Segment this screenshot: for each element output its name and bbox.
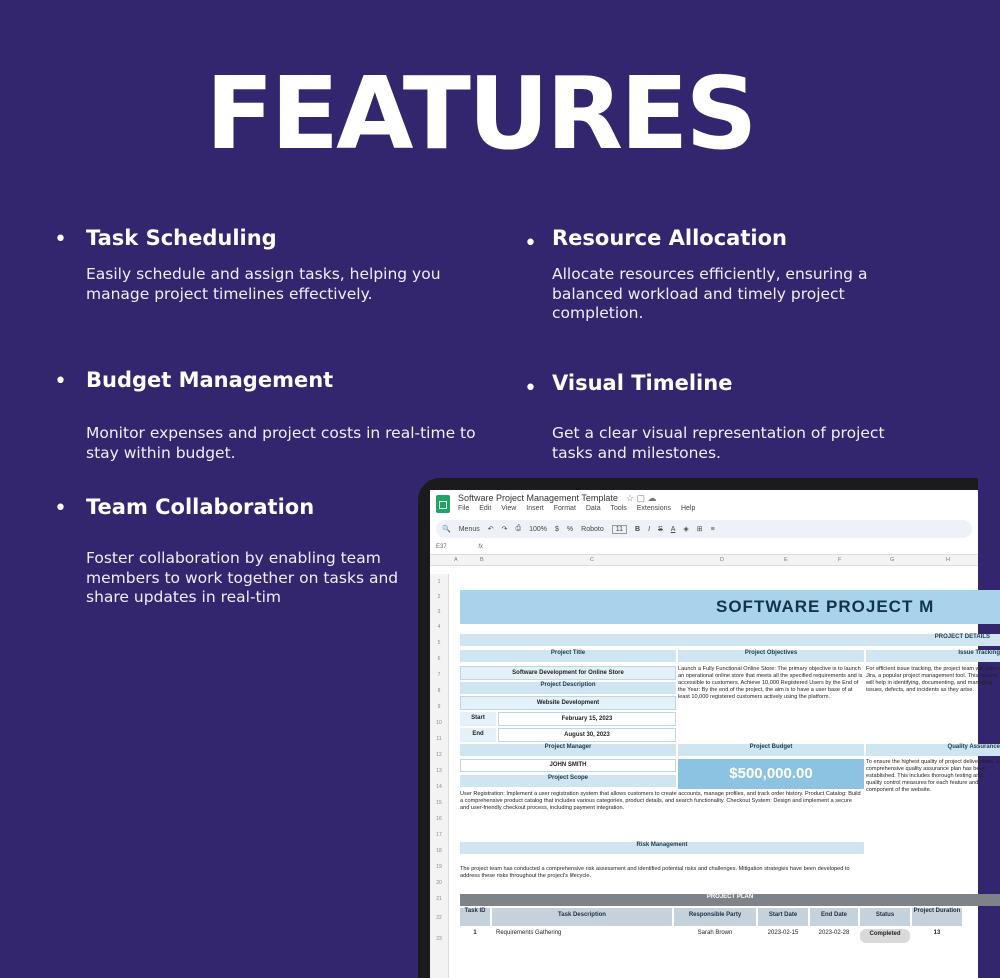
qa-text[interactable]: To ensure the highest quality of project deliverables, a comprehensive quality assurance plan has been established. This includes thorough testing and quality control measures for each feature and component of the website. — [866, 759, 1000, 793]
feature-budget-management — [54, 367, 486, 463]
row-number[interactable]: 20 — [436, 880, 442, 886]
formula-bar[interactable] — [430, 540, 978, 555]
feature-task-scheduling — [54, 225, 486, 304]
row-number[interactable]: 17 — [436, 832, 442, 838]
issue-text[interactable]: For efficient issue tracking, the project team will utilize Jira, a popular project management tool. This system will help in identifying, documenting, and managing issues, defects, and incidents as they arise. — [866, 666, 1000, 693]
doc-header — [430, 490, 978, 518]
objectives-text[interactable]: Launch a Fully Functional Online Store: The primary objective is to launch an operational online store that meets all the specified requirements and is accessible to customers. Achieve 10,000 Registered Users by the End of the Year: By the end of the project, the aim is to have a user base of at least 10,000 registered customers actively using the platform. — [678, 666, 863, 700]
bullet-icon: • — [54, 227, 67, 252]
menu-view[interactable]: View — [501, 505, 517, 512]
row-number[interactable]: 14 — [436, 784, 442, 790]
text-color-icon[interactable]: A — [670, 525, 676, 533]
end-value[interactable]: August 30, 2023 — [498, 728, 676, 742]
row-number[interactable]: 21 — [436, 896, 442, 902]
cell-reference[interactable]: E37 — [436, 544, 447, 550]
plan-col-duration[interactable]: Project Duration — [912, 908, 962, 926]
bullet-icon: • — [54, 369, 67, 394]
row-number[interactable]: 19 — [436, 864, 442, 870]
row-number[interactable]: 9 — [437, 704, 441, 710]
risk-text[interactable]: The project team has conducted a comprehensive risk assessment and identified potential risks and challenges. Mitigation strategies have been developed to address these risks throughout the project's lifecycle. — [460, 866, 850, 879]
start-value[interactable]: February 15, 2023 — [498, 712, 676, 726]
plan-row-responsible-party[interactable]: Sarah Brown — [697, 930, 733, 936]
feature-title: Budget Management — [86, 368, 334, 392]
column-header[interactable]: G — [890, 557, 895, 563]
project-description-value[interactable]: Website Development — [460, 696, 676, 710]
feature-description: Easily schedule and assign tasks, helping you manage project timelines effectively. — [86, 265, 441, 303]
plan-col-start-date[interactable]: Start Date — [758, 908, 808, 926]
menu-format[interactable]: Format — [553, 505, 576, 512]
row-number[interactable]: 10 — [436, 720, 442, 726]
menu-help[interactable]: Help — [680, 505, 696, 512]
tablet-device — [418, 478, 1000, 978]
star-icon[interactable]: ☆ ▢ ☁ — [625, 493, 657, 503]
zoom-select[interactable]: 100% — [529, 525, 547, 533]
feature-resource-allocation — [524, 225, 932, 324]
undo-icon[interactable]: ↶ — [487, 526, 494, 533]
row-number[interactable]: 4 — [437, 624, 441, 630]
row-number[interactable]: 11 — [436, 736, 442, 742]
plan-row-task-description[interactable]: Requirements Gathering — [496, 930, 562, 936]
plan-row-duration[interactable]: 13 — [933, 930, 941, 936]
end-label[interactable]: End — [460, 728, 496, 742]
bullet-icon: • — [54, 496, 67, 521]
row-number[interactable]: 16 — [436, 816, 442, 822]
column-header[interactable]: F — [838, 557, 842, 563]
align-icon[interactable]: ≡ — [710, 525, 715, 533]
project-description-label[interactable]: Project Description — [460, 682, 676, 694]
menu-edit[interactable]: Edit — [479, 505, 492, 512]
sheet-grid — [460, 590, 1000, 978]
print-icon[interactable]: ⎙ — [515, 525, 522, 532]
search-icon[interactable]: 🔍 — [442, 526, 451, 533]
font-select[interactable]: Roboto — [581, 525, 604, 533]
spreadsheet-screen — [430, 490, 1000, 978]
qa-label[interactable]: Quality Assurance — [866, 744, 1000, 756]
column-header[interactable]: B — [480, 557, 484, 563]
plan-col-task-id[interactable]: Task ID — [460, 908, 490, 926]
borders-icon[interactable]: ⊞ — [696, 526, 703, 533]
bullet-icon: • — [524, 231, 537, 256]
scope-text[interactable]: User Registration: Implement a user registration system that allows customers to create accounts, manage profiles, and track order history. Product Catalog: Build a comprehensive product catalog that includes various categories, product details, and search functionality. Checkout System: Design and implement a secure and user-friendly checkout process, including payment integration. — [460, 791, 861, 811]
feature-description: Allocate resources efficiently, ensuring a balanced workload and timely project completion. — [552, 265, 868, 322]
font-size-input[interactable]: 11 — [612, 525, 627, 534]
plan-row-end-date[interactable]: 2023-02-28 — [818, 930, 850, 936]
manager-value[interactable]: JOHN SMITH — [460, 759, 676, 772]
sheet-banner[interactable]: SOFTWARE PROJECT M — [460, 590, 1000, 624]
plan-col-task-description[interactable]: Task Description — [492, 908, 672, 926]
row-number[interactable]: 22 — [436, 915, 442, 921]
fx-icon: fx — [478, 544, 484, 550]
row-number[interactable]: 2 — [437, 594, 441, 600]
project-title-value[interactable]: Software Development for Online Store — [460, 666, 676, 680]
feature-description: Get a clear visual representation of project tasks and milestones. — [552, 424, 885, 462]
bullet-icon: • — [524, 376, 537, 401]
manager-label[interactable]: Project Manager — [460, 744, 676, 756]
feature-title: Task Scheduling — [86, 226, 277, 250]
row-number[interactable]: 1 — [437, 579, 441, 585]
row-number[interactable]: 6 — [437, 656, 441, 662]
toolbar — [436, 520, 972, 538]
menu-extensions[interactable]: Extensions — [636, 505, 672, 512]
feature-title: Visual Timeline — [552, 371, 733, 395]
strikethrough-icon[interactable]: S — [658, 525, 663, 533]
plan-col-status[interactable]: Status — [860, 908, 910, 926]
plan-row-task-id[interactable]: 1 — [473, 930, 477, 936]
bold-icon[interactable]: B — [635, 525, 641, 533]
row-number[interactable]: 12 — [436, 752, 442, 758]
plan-header[interactable]: PROJECT PLAN — [460, 894, 1000, 906]
column-header[interactable]: E — [784, 557, 788, 563]
plan-row-start-date[interactable]: 2023-02-15 — [767, 930, 799, 936]
currency-icon[interactable]: $ — [555, 525, 559, 533]
feature-title: Resource Allocation — [552, 226, 787, 250]
row-number[interactable]: 15 — [436, 800, 442, 806]
column-header[interactable]: H — [946, 557, 950, 563]
column-headers — [430, 555, 978, 566]
project-details-header[interactable]: PROJECT DETAILS — [460, 634, 1000, 646]
search-menus[interactable]: Menus — [458, 525, 480, 533]
menu-bar — [458, 505, 703, 512]
column-header[interactable]: D — [720, 557, 724, 563]
row-number[interactable]: 3 — [437, 609, 441, 615]
italic-icon[interactable]: I — [648, 525, 651, 533]
row-number[interactable]: 23 — [436, 936, 442, 942]
budget-label[interactable]: Project Budget — [678, 744, 864, 756]
start-label[interactable]: Start — [460, 712, 496, 726]
fill-color-icon[interactable]: ◈ — [683, 526, 689, 533]
scope-label[interactable]: Project Scope — [460, 775, 676, 787]
plan-row-status[interactable]: Completed — [860, 929, 910, 943]
feature-description: Monitor expenses and project costs in real-time to stay within budget. — [86, 424, 476, 462]
feature-visual-timeline — [524, 370, 932, 463]
plan-col-responsible-party[interactable]: Responsible Party — [674, 908, 756, 926]
plan-col-end-date[interactable]: End Date — [810, 908, 858, 926]
feature-description: Foster collaboration by enabling team members to work together on tasks and share updates in real-tim — [86, 549, 399, 606]
project-title-label[interactable]: Project Title — [460, 650, 676, 662]
column-header[interactable]: C — [590, 557, 594, 563]
menu-tools[interactable]: Tools — [610, 505, 627, 512]
menu-insert[interactable]: Insert — [526, 505, 544, 512]
doc-title[interactable]: Software Project Management Template — [458, 493, 618, 503]
row-number[interactable]: 7 — [437, 672, 441, 678]
row-number[interactable]: 8 — [437, 688, 441, 694]
column-header[interactable]: A — [454, 557, 458, 563]
row-number[interactable]: 5 — [437, 640, 441, 646]
page-title: FEATURES — [205, 55, 755, 172]
feature-title: Team Collaboration — [86, 495, 315, 519]
issue-label[interactable]: Issue Tracking — [866, 650, 1000, 662]
row-number[interactable]: 18 — [436, 848, 442, 854]
risk-label[interactable]: Risk Management — [460, 842, 864, 854]
budget-value[interactable]: $500,000.00 — [678, 759, 864, 789]
objectives-label[interactable]: Project Objectives — [678, 650, 864, 662]
feature-team-collaboration — [54, 494, 406, 608]
row-numbers — [430, 574, 449, 978]
menu-file[interactable]: File — [458, 505, 470, 512]
menu-data[interactable]: Data — [585, 505, 601, 512]
sheets-logo-icon — [436, 495, 450, 513]
redo-icon[interactable]: ↷ — [501, 526, 508, 533]
row-number[interactable]: 13 — [436, 768, 442, 774]
percent-icon[interactable]: % — [566, 525, 574, 533]
